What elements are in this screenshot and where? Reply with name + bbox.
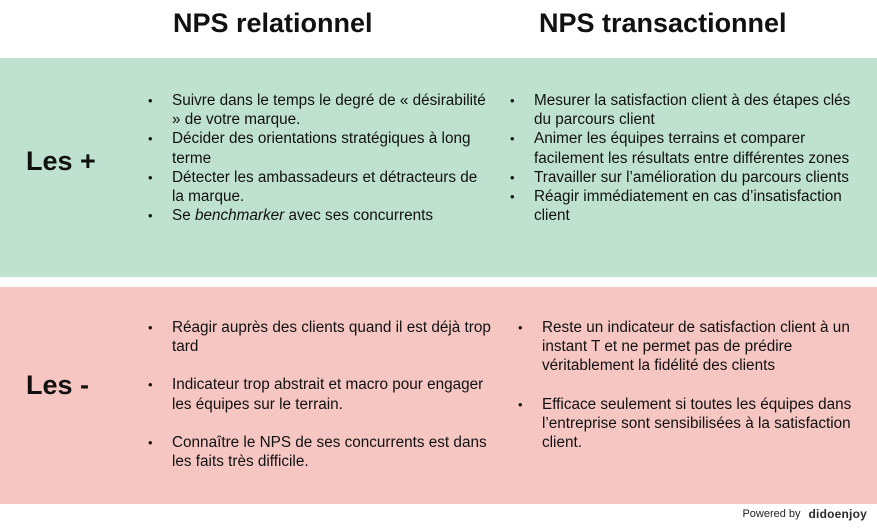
powered-by-text: Powered by <box>742 508 801 520</box>
header-nps-relationnel: NPS relationnel <box>173 8 373 38</box>
list-item: • Connaître le NPS de ses concurrents est dans les faits très difficile. <box>148 433 493 471</box>
list-item: • Suivre dans le temps le degré de « désirabilité » de votre marque. <box>148 91 493 129</box>
plus-relationnel-list <box>148 91 493 225</box>
list-item: • Décider des orientations stratégiques à long terme <box>148 129 493 167</box>
item-text-after: avec ses concurrents <box>284 207 434 225</box>
list-item: • Travailler sur l’amélioration du parcours clients <box>510 168 855 187</box>
footer <box>742 507 867 521</box>
plus-transactionnel-list <box>510 91 855 225</box>
row-label-plus: Les + <box>26 146 96 176</box>
didoenjoy-logo: didoenjoy <box>808 507 867 521</box>
list-item: • Détecter les ambassadeurs et détracteurs de la marque. <box>148 168 493 206</box>
list-item: • Mesurer la satisfaction client à des étapes clés du parcours client <box>510 91 855 129</box>
list-item: • Indicateur trop abstrait et macro pour engager les équipes sur le terrain. <box>148 375 493 413</box>
row-label-minus: Les - <box>26 370 90 400</box>
item-text-italic: benchmarker <box>194 207 285 225</box>
list-item: • Réagir auprès des clients quand il est déjà trop tard <box>148 318 493 356</box>
header-nps-transactionnel: NPS transactionnel <box>539 8 787 38</box>
item-text-before: Se <box>172 207 195 225</box>
list-item <box>148 206 493 225</box>
list-item: • Animer les équipes terrains et comparer facilement les résultats entre différentes zones <box>510 129 855 167</box>
minus-relationnel-list <box>148 318 493 490</box>
list-item: • Efficace seulement si toutes les équipes dans l’entreprise sont sensibilisées à la satisfaction client. <box>518 395 863 453</box>
minus-transactionnel-list <box>518 318 863 471</box>
list-item: • Réagir immédiatement en cas d’insatisfaction client <box>510 187 855 225</box>
list-item: • Reste un indicateur de satisfaction client à un instant T et ne permet pas de prédire véritablement la fidélité des clients <box>518 318 863 376</box>
